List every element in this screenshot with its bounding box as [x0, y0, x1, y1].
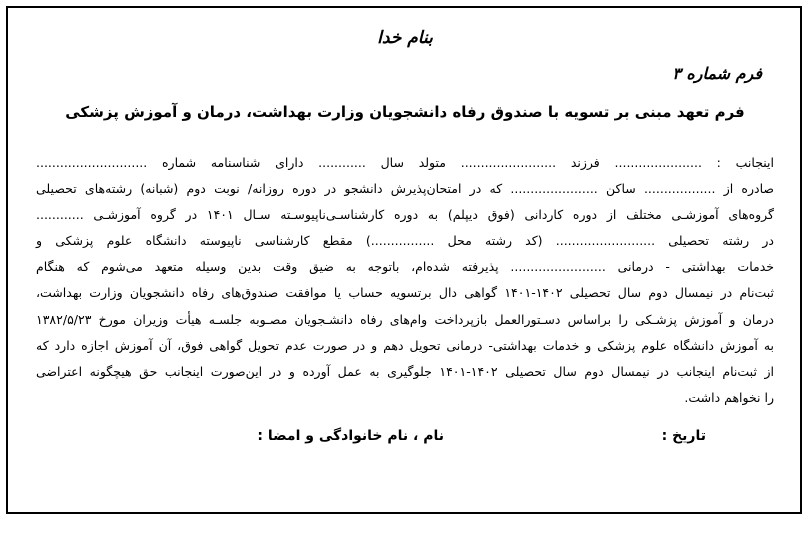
commitment-text	[36, 150, 774, 411]
body-line: از ثبت‌نام اینجانب در نیمسال دوم سال تحصیلی ۱۴۰۲-۱۴۰۱ جلوگیری به عمل آورده و در این‌صورت اینجانب حق هیچگونه اعتراضی	[36, 363, 774, 379]
body-line: در رشته تحصیلی ......................... (کد رشته محل ................) مقطع کارشناسی ناپیوسته دانشگاه علوم پزشکی و	[36, 233, 774, 249]
form-number: فرم شماره ۳	[672, 64, 762, 83]
basmala-heading: بنام خدا	[377, 28, 433, 48]
body-line: خدمات بهداشتی - درمانی ........................ پذیرفته شده‌ام، باتوجه به ضیق وقت بدین وسیله متعهد می‌شوم که هنگام	[36, 259, 774, 275]
body-line: را نخواهم داشت.	[684, 389, 774, 405]
body-line: صادره از .................. ساکن ...................... که در امتحان‌پذیرش دانشجو در دوره روزانه/ نوبت دوم (شبانه) رشته‌های تحصیلی	[36, 181, 774, 197]
body-line: ثبت‌نام در نیمسال دوم سال تحصیلی ۱۴۰۲-۱۴۰۱ گواهی دال برتسویه حساب یا موافقت صندوق‌های رفاه دانشجویان وزارت بهداشت،	[36, 285, 774, 301]
body-line: به آموزش دانشگاه علوم پزشکی و خدمات بهداشتی- درمانی تحویل دهم و در صورت عدم تحویل گواهی فوق، آن آموزش اجازه دارد که	[36, 337, 774, 353]
body-line: درمان و آموزش پزشـکی را براساس دسـتورالعمل بازپرداخت وام‌های رفاه دانشـجویان مصـوبه جلسـه هیأت وزیران مورخ ۱۳۸۲/۵/۲۳	[36, 311, 774, 327]
name-signature-label: نام ، نام خانوادگی و امضا :	[257, 428, 444, 444]
body-line: گروه‌های آموزشـی مختلف از دوره کاردانی (فوق دیپلم) به دوره کارشناسـی‌ناپیوسـته سـال ۱۴۰۱ در گروه آموزشـی ............	[36, 207, 774, 223]
date-label: تاریخ :	[661, 428, 706, 444]
body-line: اینجانب : ...................... فرزند ........................ متولد سال ............ دارای شناسنامه شماره ............................	[36, 155, 774, 170]
form-title: فرم تعهد مبنی بر تسویه با صندوق رفاه دانشجویان وزارت بهداشت، درمان و آموزش پزشکی	[65, 103, 745, 121]
